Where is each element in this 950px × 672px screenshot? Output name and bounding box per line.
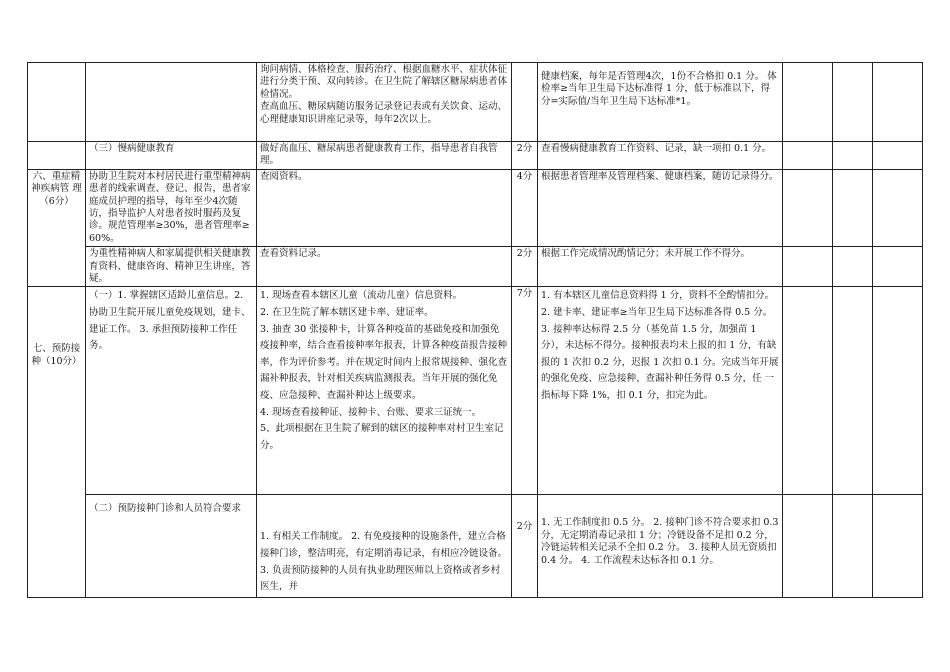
method-cell: 做好高血压、糖尿病患者健康教育工作，指导患者自我管理。 [257,142,512,170]
blank-cell [873,495,923,597]
criteria-cell: 查看慢病健康教育工作资料、记录，缺一项扣 0.1 分。 [538,142,783,170]
blank-cell [783,287,833,495]
method-cell: 查看资料记录。 [257,247,512,287]
blank-cell [873,142,923,170]
blank-cell [833,142,873,170]
blank-cell [783,142,833,170]
category-cell [28,142,86,170]
method-line: 3. 抽查 30 张接种卡，计算各种疫苗的基础免疫和加强免疫接种率，结合查看接种率年报表，计算各种疫苗报告接种率，作为评价参考。并在规定时间内上报常规接种、强化查漏补种报表，针对相关疾病监测报表。当年开展的强化免疫、应急接种、查漏补种达上级要求。 [260,323,508,402]
blank-cell [833,63,873,142]
score-cell: 7分 [512,287,538,495]
blank-cell [833,247,873,287]
score-cell: 4分 [512,169,538,246]
content-cell [86,63,257,142]
method-cell: 1. 有相关工作制度。 2. 有免疫接种的设施条件，建立合格接种门诊，整洁明亮，有定期消毒记录，有相应冷链设备。 3. 负责预防接种的人员有执业助理医师以上资格或者乡村医生，并 [257,495,512,597]
content-cell: （二）预防接种门诊和人员符合要求 [86,495,257,597]
score-cell [512,63,538,142]
table-row [28,495,923,597]
blank-cell [783,495,833,597]
criteria-cell: 1. 无工作制度扣 0.5 分。 2. 接种门诊不符合要求扣 0.3 分，无定期消毒记录扣 1 分；冷链设备不足扣 0.2 分，冷链运转相关记录不全扣 0.2 分。 3. 接种人员无资质扣 0.4 分。 4. 工作流程未达标各扣 0.1 分。 [538,495,783,597]
blank-cell [783,63,833,142]
assessment-table [27,62,923,598]
blank-cell [783,169,833,246]
score-cell: 2分 [512,142,538,170]
blank-cell [833,169,873,246]
table-row [28,287,923,495]
table-row [28,63,923,142]
score-cell: 2分 [512,247,538,287]
blank-cell [873,287,923,495]
score-cell: 2分 [512,495,538,597]
table-row [28,142,923,170]
table-row [28,247,923,287]
blank-cell [873,63,923,142]
method-cell [257,287,512,495]
criteria-cell: 根据患者管理率及管理档案、健康档案，随访记录得分。 [538,169,783,246]
blank-cell [873,169,923,246]
content-cell: （三）慢病健康教育 [86,142,257,170]
method-line: 5、此项根据在卫生院了解到的辖区的接种率对村卫生室记分。 [260,423,504,451]
criteria-cell: 健康档案，每年是否管理4次，1份不合格扣 0.1 分。 体检率≥当年卫生局下达标准得 1 分，低于标准以下，得分=实际值/当年卫生局下达标准*1。 [538,63,783,142]
method-cell [257,63,512,142]
blank-cell [833,287,873,495]
criteria-cell: 1. 有本辖区儿童信息资料得 1 分，资料不全酌情扣分。2. 建卡率、建证率≥当年卫生局下达标准各得 0.5 分。3. 接种率达标得 2.5 分（基免苗 1.5 分，加强苗 1 分），未达标不得分。接种报表均未上报的扣 1 分，有缺报的 1 次扣 0.2 分，迟报 1 次扣 0.1 分。完成当年开展的强化免疫、应急接种、查漏补种任务得 0.5 分，任 一 指标每下降 1%，扣 0.1 分，扣完为此。 [538,287,783,495]
category-cell: 七、预防接 种（10分） [28,287,86,597]
blank-cell [783,247,833,287]
blank-cell [833,495,873,597]
blank-cell [873,247,923,287]
method-cell: 查阅资料。 [257,169,512,246]
content-cell: 为重性精神病人和家属提供相关健康教育资料、健康咨询、精神卫生讲座，答疑。 [86,247,257,287]
table-row [28,169,923,246]
method-line: 1. 现场查看本辖区儿童（流动儿童）信息资料。 [260,290,463,302]
content-cell: 协助卫生院对本村居民进行重型精神病患者的线索调查、登记、报告，患者家庭成员护理的指导，每年至少4次随访，指导监护人对患者按时服药及复诊。规范管理率≥30%，患者管理率≥60%。 [86,169,257,246]
criteria-cell: 根据工作完成情况酌情记分；未开展工作不得分。 [538,247,783,287]
method-line: 4. 现场查看接种证、接种卡、台账、要求三证统一。 [260,406,482,418]
category-cell: 六、重症精神疾病管 理（6分） [28,169,86,287]
content-cell: （一）1. 掌握辖区适龄儿童信息。2. 协助卫生院开展儿童免疫规划，建卡、建证工作。 3. 承担预防接种工作任务。 [86,287,257,495]
method-line: 2. 在卫生院了解本辖区建卡率、建证率。 [260,307,434,319]
method-line: 询问病情、体格检查、服药治疗、根据血糖水平、症状体征进行分类干预、双向转诊。在卫生院了解辖区糖尿病患者体检情况。 [260,64,508,100]
category-cell [28,63,86,142]
method-line: 查高血压、糖尿病随访服务记录登记表或有关饮食、运动、心理健康知识讲座记录等，每年2次以上。 [260,101,508,125]
